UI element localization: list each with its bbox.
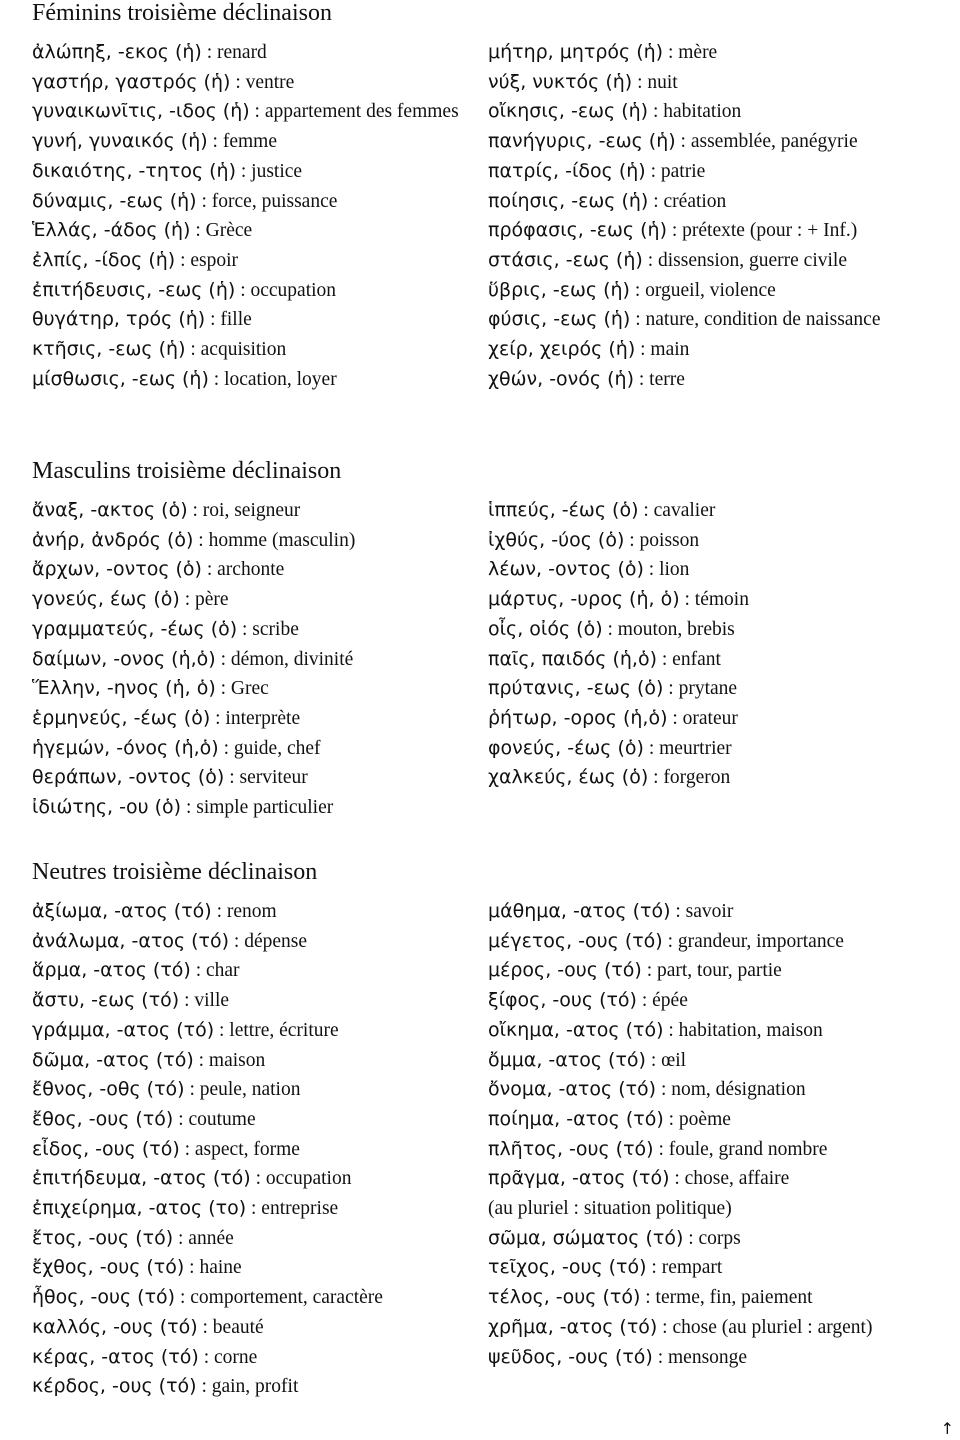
vocab-entry bbox=[488, 97, 950, 127]
vocab-entry bbox=[488, 127, 950, 157]
french-meaning: : enfant bbox=[657, 648, 721, 670]
greek-term: μέρος, -ους (τό) bbox=[488, 959, 642, 982]
vocab-column-right bbox=[488, 496, 950, 793]
vocab-entry bbox=[488, 1075, 950, 1105]
greek-term: ἀνήρ, ἀνδρός (ὁ) bbox=[32, 528, 194, 551]
greek-term: ἐλπίς, -ίδος (ἡ) bbox=[32, 248, 176, 271]
section-title: Masculins troisième déclinaison bbox=[32, 458, 342, 484]
greek-term: ὕβρις, -εως (ἡ) bbox=[488, 278, 630, 301]
french-meaning: : entreprise bbox=[246, 1198, 339, 1220]
greek-term: ἀνάλωμα, -ατος (τό) bbox=[32, 929, 230, 952]
section-masculins bbox=[0, 456, 960, 846]
french-meaning: : cavalier bbox=[638, 500, 716, 521]
french-meaning: : lion bbox=[643, 559, 690, 581]
vocab-entry bbox=[32, 1046, 470, 1076]
french-meaning: : scribe bbox=[237, 618, 299, 640]
vocab-entry bbox=[32, 927, 470, 957]
french-meaning: : coutume bbox=[173, 1108, 256, 1130]
vocab-entry bbox=[32, 127, 470, 157]
french-meaning: : beauté bbox=[197, 1316, 264, 1338]
vocab-entry bbox=[488, 734, 950, 764]
vocab-entry bbox=[488, 216, 950, 246]
greek-term: ἀλώπηξ, -εκος (ἡ) bbox=[32, 41, 202, 63]
french-meaning: : savoir bbox=[670, 901, 734, 922]
greek-term: κέρδος, -ους (τό) bbox=[32, 1375, 197, 1398]
french-meaning: : location, loyer bbox=[208, 368, 337, 390]
vocab-entry bbox=[32, 615, 470, 645]
french-meaning: : serviteur bbox=[224, 767, 308, 789]
vocab-entry bbox=[32, 793, 470, 823]
greek-term: νύξ, νυκτός (ἡ) bbox=[488, 70, 633, 93]
french-meaning: : forgeron bbox=[648, 767, 731, 789]
section-neutres bbox=[0, 857, 960, 1417]
vocab-entry bbox=[488, 496, 950, 526]
vocab-entry bbox=[488, 157, 950, 187]
vocab-entry bbox=[488, 615, 950, 645]
greek-term: γυναικωνῖτις, -ιδος (ἡ) bbox=[32, 100, 250, 123]
vocab-entry bbox=[32, 1075, 470, 1105]
up-arrow-icon: ↑ bbox=[940, 1419, 954, 1438]
greek-term: τέλος, -ους (τό) bbox=[488, 1286, 641, 1309]
vocab-entry bbox=[32, 496, 470, 526]
french-meaning: : renom bbox=[211, 901, 277, 922]
greek-term: Ἕλλην, -ηνος (ἡ, ὁ) bbox=[32, 677, 216, 700]
vocab-column-left bbox=[32, 897, 470, 1402]
vocab-entry bbox=[32, 1164, 470, 1194]
french-meaning: : nom, désignation bbox=[656, 1079, 806, 1101]
greek-term: γαστήρ, γαστρός (ἡ) bbox=[32, 70, 231, 93]
greek-term: ξίφος, -ους (τό) bbox=[488, 989, 637, 1012]
vocab-entry bbox=[32, 645, 470, 675]
greek-term: ὄνομα, -ατος (τό) bbox=[488, 1078, 657, 1101]
french-meaning: : interprète bbox=[210, 707, 301, 729]
vocab-entry bbox=[32, 704, 470, 734]
greek-term: μήτηρ, μητρός (ἡ) bbox=[488, 41, 664, 63]
vocab-entry bbox=[32, 97, 470, 127]
french-meaning: : Grèce bbox=[190, 220, 253, 242]
vocab-entry bbox=[488, 674, 950, 704]
vocab-entry bbox=[32, 555, 470, 585]
french-meaning: : lettre, écriture bbox=[214, 1019, 339, 1041]
french-meaning: : orateur bbox=[667, 707, 738, 729]
greek-term: πανήγυρις, -εως (ἡ) bbox=[488, 130, 676, 153]
french-meaning: : Grec bbox=[215, 678, 269, 700]
french-meaning: : espoir bbox=[175, 249, 239, 271]
vocab-entry bbox=[488, 1194, 950, 1224]
greek-term: ἰχθύς, -ύος (ὁ) bbox=[488, 528, 625, 551]
greek-term: πρᾶγμα, -ατος (τό) bbox=[488, 1167, 670, 1190]
vocab-entry bbox=[32, 157, 470, 187]
vocab-entry bbox=[32, 1313, 470, 1343]
vocab-entry bbox=[488, 1343, 950, 1373]
greek-term: ἔθος, -ους (τό) bbox=[32, 1107, 174, 1130]
greek-term: μίσθωσις, -εως (ἡ) bbox=[32, 367, 209, 390]
french-meaning: : renard bbox=[201, 42, 267, 63]
vocab-entry bbox=[32, 897, 470, 927]
french-meaning: : nuit bbox=[632, 71, 678, 93]
greek-term: ἐπιτήδευμα, -ατος (τό) bbox=[32, 1167, 251, 1190]
greek-term: πλῆτος, -ους (τό) bbox=[488, 1137, 654, 1160]
french-meaning: : appartement des femmes bbox=[249, 101, 459, 123]
greek-term: παῖς, παιδός (ἡ,ὁ) bbox=[488, 647, 657, 670]
greek-term: ποίησις, -εως (ἡ) bbox=[488, 189, 649, 212]
greek-term: ἐπιτήδευσις, -εως (ἡ) bbox=[32, 278, 236, 301]
french-meaning: : assemblée, panégyrie bbox=[675, 131, 858, 153]
vocab-entry bbox=[32, 305, 470, 335]
french-meaning: : force, puissance bbox=[196, 190, 338, 212]
vocab-entry bbox=[488, 187, 950, 217]
vocab-entry bbox=[488, 526, 950, 556]
greek-term: ἰδιώτης, -ου (ὁ) bbox=[32, 796, 182, 819]
greek-term: ἄρχων, -οντος (ὁ) bbox=[32, 558, 202, 581]
greek-term: σῶμα, σώματος (τό) bbox=[488, 1226, 684, 1249]
greek-term: κτῆσις, -εως (ἡ) bbox=[32, 338, 186, 361]
french-meaning: : prétexte (pour : + Inf.) bbox=[666, 220, 858, 242]
vocab-entry bbox=[488, 335, 950, 365]
french-meaning: : année bbox=[173, 1227, 234, 1249]
vocab-entry bbox=[32, 1105, 470, 1135]
french-meaning: : comportement, caractère bbox=[175, 1287, 383, 1309]
greek-term: καλλός, -ους (τό) bbox=[32, 1315, 198, 1338]
vocab-entry bbox=[32, 1194, 470, 1224]
greek-term: ἦθος, -ους (τό) bbox=[32, 1286, 176, 1309]
vocab-entry bbox=[488, 246, 950, 276]
vocab-entry bbox=[488, 68, 950, 98]
french-meaning: : épée bbox=[636, 990, 688, 1012]
french-meaning: : femme bbox=[207, 131, 277, 153]
greek-term: ψεῦδος, -ους (τό) bbox=[488, 1345, 653, 1368]
vocab-entry bbox=[488, 1016, 950, 1046]
vocab-entry bbox=[32, 246, 470, 276]
french-meaning: : aspect, forme bbox=[179, 1138, 300, 1160]
section-title: Féminins troisième déclinaison bbox=[32, 0, 332, 26]
vocab-entry bbox=[488, 305, 950, 335]
french-meaning: : poème bbox=[663, 1108, 731, 1130]
french-meaning: : orgueil, violence bbox=[629, 279, 776, 301]
french-meaning: : chose (au pluriel : argent) bbox=[657, 1316, 873, 1338]
vocab-entry bbox=[32, 1283, 470, 1313]
vocab-entry bbox=[488, 1253, 950, 1283]
greek-term: ποίημα, -ατος (τό) bbox=[488, 1107, 664, 1130]
french-meaning: : poisson bbox=[624, 529, 700, 551]
french-meaning: : meurtrier bbox=[643, 737, 732, 759]
vocab-entry bbox=[32, 734, 470, 764]
french-meaning: : peule, nation bbox=[184, 1079, 301, 1101]
greek-term: μέγετος, -ους (τό) bbox=[488, 929, 663, 952]
greek-term: δύναμις, -εως (ἡ) bbox=[32, 189, 197, 212]
vocab-entry bbox=[32, 986, 470, 1016]
vocab-entry bbox=[488, 704, 950, 734]
french-meaning: : patrie bbox=[645, 160, 706, 182]
vocab-entry bbox=[488, 927, 950, 957]
french-meaning: : corne bbox=[198, 1346, 258, 1368]
vocab-column-left bbox=[32, 496, 470, 823]
vocab-entry bbox=[32, 68, 470, 98]
greek-term: θυγάτηρ, τρός (ἡ) bbox=[32, 308, 206, 331]
greek-term: χρῆμα, -ατος (τό) bbox=[488, 1315, 658, 1338]
french-meaning: : foule, grand nombre bbox=[653, 1138, 828, 1160]
greek-term: ἱππεύς, -έως (ὁ) bbox=[488, 499, 639, 521]
french-meaning: : démon, divinité bbox=[215, 648, 354, 670]
vocab-entry bbox=[32, 1135, 470, 1165]
greek-term: στάσις, -εως (ἡ) bbox=[488, 248, 643, 271]
french-meaning: : prytane bbox=[663, 678, 738, 700]
vocab-entry bbox=[32, 674, 470, 704]
vocab-entry bbox=[488, 276, 950, 306]
french-meaning: : char bbox=[190, 960, 240, 982]
vocab-entry bbox=[488, 956, 950, 986]
vocab-entry bbox=[32, 1372, 470, 1402]
vocab-entry bbox=[488, 555, 950, 585]
vocab-entry bbox=[32, 187, 470, 217]
french-meaning: : justice bbox=[236, 160, 303, 182]
greek-term: δῶμα, -ατος (τό) bbox=[32, 1048, 194, 1071]
greek-term: τεῖχος, -ους (τό) bbox=[488, 1256, 647, 1279]
greek-term: ἐπιχείρημα, -ατος (το) bbox=[32, 1197, 247, 1220]
vocab-entry bbox=[488, 1164, 950, 1194]
french-meaning: : ville bbox=[179, 990, 230, 1012]
vocab-entry bbox=[488, 585, 950, 615]
french-meaning: : archonte bbox=[201, 559, 285, 581]
french-meaning: : nature, condition de naissance bbox=[630, 309, 881, 331]
french-meaning: : occupation bbox=[250, 1168, 352, 1190]
vocab-entry bbox=[32, 585, 470, 615]
french-meaning: : habitation, maison bbox=[663, 1019, 823, 1041]
vocab-entry bbox=[32, 1343, 470, 1373]
greek-term: ἔχθος, -ους (τό) bbox=[32, 1256, 185, 1279]
vocab-entry bbox=[32, 335, 470, 365]
vocab-entry bbox=[488, 1224, 950, 1254]
vocab-entry bbox=[488, 1135, 950, 1165]
french-meaning: : terme, fin, paiement bbox=[640, 1287, 813, 1309]
greek-term: ἄστυ, -εως (τό) bbox=[32, 989, 180, 1012]
greek-term: δαίμων, -ονος (ἡ,ὁ) bbox=[32, 647, 216, 670]
vocab-entry bbox=[488, 763, 950, 793]
greek-term: ἔθνος, -οθς (τό) bbox=[32, 1078, 185, 1101]
french-meaning: : part, tour, partie bbox=[641, 960, 782, 982]
french-meaning: : grandeur, importance bbox=[662, 930, 844, 952]
vocab-entry bbox=[32, 276, 470, 306]
vocab-entry bbox=[32, 1224, 470, 1254]
section-title: Neutres troisième déclinaison bbox=[32, 859, 318, 885]
vocab-entry bbox=[488, 986, 950, 1016]
french-meaning: : simple particulier bbox=[181, 797, 334, 819]
french-meaning: : roi, seigneur bbox=[187, 500, 301, 521]
greek-term: ἀξίωμα, -ατος (τό) bbox=[32, 900, 212, 922]
vocab-entry bbox=[488, 897, 950, 927]
vocab-entry bbox=[488, 365, 950, 395]
french-meaning: : témoin bbox=[679, 589, 749, 611]
french-meaning: : occupation bbox=[235, 279, 337, 301]
greek-term: γονεύς, έως (ὁ) bbox=[32, 588, 180, 611]
french-meaning: : maison bbox=[193, 1049, 266, 1071]
french-meaning: (au pluriel : situation politique) bbox=[488, 1198, 732, 1220]
greek-term: ὄμμα, -ατος (τό) bbox=[488, 1048, 646, 1071]
french-meaning: : corps bbox=[683, 1227, 741, 1249]
french-meaning: : dépense bbox=[229, 930, 308, 952]
french-meaning: : homme (masculin) bbox=[193, 529, 356, 551]
french-meaning: : rempart bbox=[646, 1257, 723, 1279]
greek-term: πρύτανις, -εως (ὁ) bbox=[488, 677, 664, 700]
greek-term: οἴκημα, -ατος (τό) bbox=[488, 1018, 664, 1041]
french-meaning: : mère bbox=[663, 42, 718, 63]
vocab-entry bbox=[32, 216, 470, 246]
greek-term: μάρτυς, -υρος (ἡ, ὁ) bbox=[488, 588, 680, 611]
greek-term: χείρ, χειρός (ἡ) bbox=[488, 338, 636, 361]
french-meaning: : acquisition bbox=[185, 339, 287, 361]
french-meaning: : création bbox=[648, 190, 727, 212]
french-meaning: : père bbox=[179, 589, 229, 611]
vocab-entry bbox=[488, 1283, 950, 1313]
greek-term: ῥήτωρ, -ορος (ἡ,ὁ) bbox=[488, 706, 668, 729]
vocab-entry bbox=[488, 645, 950, 675]
vocab-entry bbox=[488, 1046, 950, 1076]
french-meaning: : main bbox=[635, 339, 690, 361]
french-meaning: : œil bbox=[645, 1049, 687, 1071]
french-meaning: : guide, chef bbox=[218, 737, 321, 759]
greek-term: οἶς, οἰός (ὁ) bbox=[488, 617, 603, 640]
french-meaning: : mensonge bbox=[652, 1346, 748, 1368]
greek-term: χαλκεύς, έως (ὁ) bbox=[488, 766, 649, 789]
greek-term: γυνή, γυναικός (ἡ) bbox=[32, 130, 208, 153]
greek-term: δικαιότης, -τητος (ἡ) bbox=[32, 159, 236, 182]
greek-term: φονεύς, -έως (ὁ) bbox=[488, 736, 644, 759]
vocab-entry bbox=[488, 1313, 950, 1343]
greek-term: οἴκησις, -εως (ἡ) bbox=[488, 100, 649, 123]
vocab-entry bbox=[488, 1105, 950, 1135]
greek-term: κέρας, -ατος (τό) bbox=[32, 1345, 199, 1368]
greek-term: ἅρμα, -ατος (τό) bbox=[32, 959, 191, 982]
greek-term: χθών, -ονός (ἡ) bbox=[488, 367, 634, 390]
french-meaning: : mouton, brebis bbox=[602, 618, 735, 640]
vocab-entry bbox=[32, 38, 470, 68]
greek-term: γραμματεύς, -έως (ὁ) bbox=[32, 617, 238, 640]
vocab-column-left bbox=[32, 38, 470, 394]
greek-term: ἔτος, -ους (τό) bbox=[32, 1226, 174, 1249]
vocab-entry bbox=[32, 365, 470, 395]
vocab-entry bbox=[32, 526, 470, 556]
french-meaning: : haine bbox=[184, 1257, 242, 1279]
vocab-entry bbox=[488, 38, 950, 68]
greek-term: γράμμα, -ατος (τό) bbox=[32, 1018, 215, 1041]
greek-term: πατρίς, -ίδος (ἡ) bbox=[488, 159, 646, 182]
greek-term: ἡγεμών, -όνος (ἡ,ὁ) bbox=[32, 736, 219, 759]
greek-term: πρόφασις, -εως (ἡ) bbox=[488, 219, 667, 242]
greek-term: λέων, -οντος (ὁ) bbox=[488, 558, 644, 581]
french-meaning: : gain, profit bbox=[196, 1376, 299, 1398]
french-meaning: : dissension, guerre civile bbox=[642, 249, 847, 271]
vocab-column-right bbox=[488, 897, 950, 1372]
french-meaning: : ventre bbox=[230, 71, 295, 93]
greek-term: φύσις, -εως (ἡ) bbox=[488, 308, 631, 331]
section-feminins bbox=[0, 0, 960, 438]
vocab-entry bbox=[32, 956, 470, 986]
vocab-entry bbox=[32, 1253, 470, 1283]
vocab-entry bbox=[32, 1016, 470, 1046]
french-meaning: : fille bbox=[205, 309, 252, 331]
greek-term: ἄναξ, -ακτος (ὁ) bbox=[32, 499, 188, 521]
vocab-column-right bbox=[488, 38, 950, 394]
greek-term: μάθημα, -ατος (τό) bbox=[488, 900, 671, 922]
french-meaning: : terre bbox=[633, 368, 685, 390]
vocab-entry bbox=[32, 763, 470, 793]
greek-term: θεράπων, -οντος (ὁ) bbox=[32, 766, 225, 789]
french-meaning: : habitation bbox=[648, 101, 742, 123]
greek-term: εἶδος, -ους (τό) bbox=[32, 1137, 180, 1160]
greek-term: Ἑλλάς, -άδος (ἡ) bbox=[32, 219, 191, 242]
french-meaning: : chose, affaire bbox=[669, 1168, 790, 1190]
greek-term: ἑρμηνεύς, -έως (ὁ) bbox=[32, 706, 211, 729]
